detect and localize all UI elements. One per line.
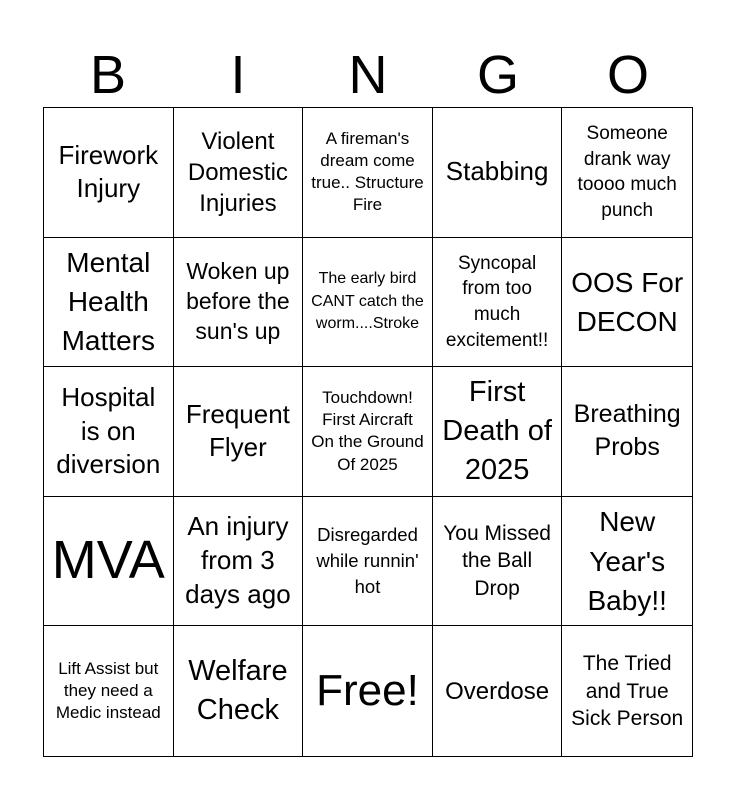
cell-text: An injury from 3 days ago [185,511,291,609]
bingo-cell-r3-c1[interactable] [44,367,174,497]
cell-text: Violent Domestic Injuries [187,127,288,217]
bingo-cell-r3-c3[interactable] [303,367,433,497]
header-letter-g: G [476,45,519,105]
bingo-cell-r3-c2[interactable] [174,367,304,497]
bingo-cell-r4-c5[interactable] [562,497,692,627]
bingo-cell-r2-c3[interactable] [303,238,433,368]
cell-text: Free! [316,666,419,715]
cell-text: Lift Assist but they need a Medic instead [55,659,161,723]
cell-text: Someone drank way toooo much punch [577,123,677,221]
cell-text: Woken up before the sun's up [186,258,290,344]
cell-text: Hospital is on diversion [56,381,161,480]
cell-text: Mental Health Matters [61,247,155,357]
bingo-cell-r1-c2[interactable] [174,108,304,238]
bingo-cell-r5-c2[interactable] [174,626,304,756]
bingo-cell-r2-c5[interactable] [562,238,692,368]
cell-text: Overdose [445,677,550,705]
cell-text: The Tried and True Sick Person [571,652,684,730]
header-letter-n: N [348,45,388,105]
cell-text: Frequent Flyer [185,398,290,463]
header-letter-b: B [89,45,127,105]
bingo-cell-r1-c5[interactable] [562,108,692,238]
bingo-cell-r5-c1[interactable] [44,626,174,756]
bingo-cell-r4-c1[interactable] [44,497,174,627]
bingo-cell-r4-c2[interactable] [174,497,304,627]
bingo-cell-r4-c3[interactable] [303,497,433,627]
bingo-cell-r5-c5[interactable] [562,626,692,756]
header-letter-i: I [230,45,246,105]
bingo-cell-r4-c4[interactable] [433,497,563,627]
bingo-board [43,107,693,757]
bingo-cell-r1-c4[interactable] [433,108,563,238]
cell-text: Stabbing [445,156,549,187]
cell-text: New Year's Baby!! [587,506,667,616]
bingo-free-space[interactable] [303,626,433,756]
cell-text: Firework Injury [58,139,159,204]
bingo-cell-r1-c3[interactable] [303,108,433,238]
bingo-cell-r3-c5[interactable] [562,367,692,497]
cell-text: OOS For DECON [571,266,684,337]
cell-text: Syncopal from too much excitement!! [445,252,549,351]
header-letter-o: O [606,45,649,105]
cell-text: Breathing Probs [573,399,681,462]
bingo-header [43,42,693,108]
cell-text: You Missed the Ball Drop [443,522,551,600]
bingo-cell-r1-c1[interactable] [44,108,174,238]
cell-text: Disregarded while runnin' hot [316,524,419,598]
cell-text: First Death of 2025 [442,375,552,487]
bingo-cell-r5-c4[interactable] [433,626,563,756]
bingo-cell-r3-c4[interactable] [433,367,563,497]
cell-text: MVA [51,530,165,591]
bingo-cell-r2-c1[interactable] [44,238,174,368]
bingo-cell-r2-c2[interactable] [174,238,304,368]
cell-text: A fireman's dream come true.. Structure Fire [311,129,424,215]
cell-text: The early bird CANT catch the worm....Stroke [311,270,424,333]
cell-text: Touchdown! First Aircraft On the Ground Of 2025 [311,388,424,474]
bingo-cell-r2-c4[interactable] [433,238,563,368]
cell-text: Welfare Check [188,655,288,727]
